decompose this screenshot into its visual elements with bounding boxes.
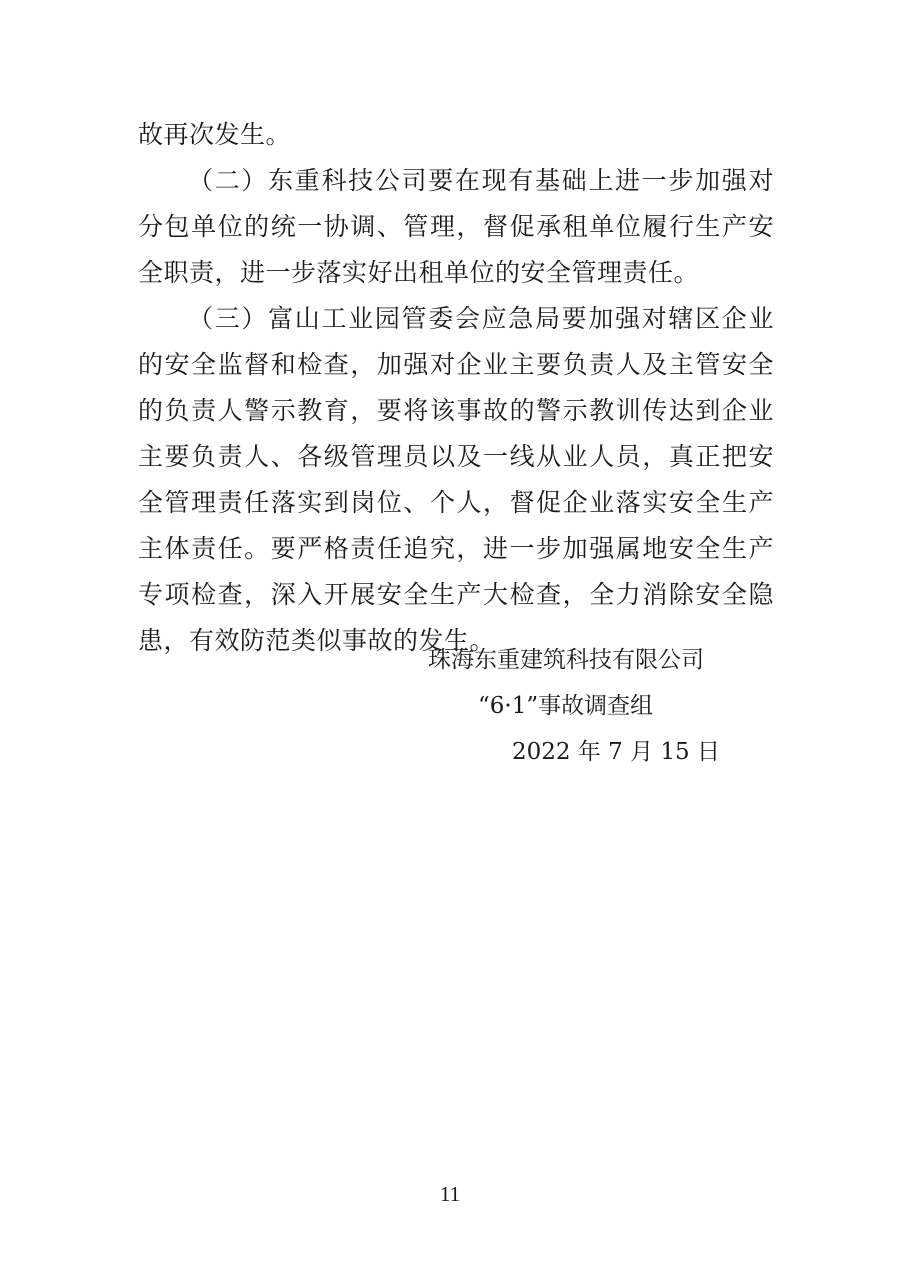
paragraph-item-three: （三）富山工业园管委会应急局要加强对辖区企业的安全监督和检查，加强对企业主要负责人及主管安全的负责人警示教育，要将该事故的警示教训传达到企业主要负责人、各级管理员以及一线从业人员，真正把安全管理责任落实到岗位、个人，督促企业落实安全生产主体责任。要严格责任追究，进一步加强属地安全生产专项检查，深入开展安全生产大检查，全力消除安全隐患，有效防范类似事故的发生。 [138,304,774,655]
signature-organization: 珠海东重建筑科技有限公司 [428,647,704,673]
page-number: 11 [439,1182,461,1206]
document-body [138,112,774,664]
paragraph-continuation: 故再次发生。 [138,120,292,149]
paragraph-item-two: （二）东重科技公司要在现有基础上进一步加强对分包单位的统一协调、管理，督促承租单位履行生产安全职责，进一步落实好出租单位的安全管理责任。 [138,166,774,287]
signature-date: 2022 年 7 月 15 日 [512,739,720,765]
signature-group: “6·1”事故调查组 [478,693,654,719]
